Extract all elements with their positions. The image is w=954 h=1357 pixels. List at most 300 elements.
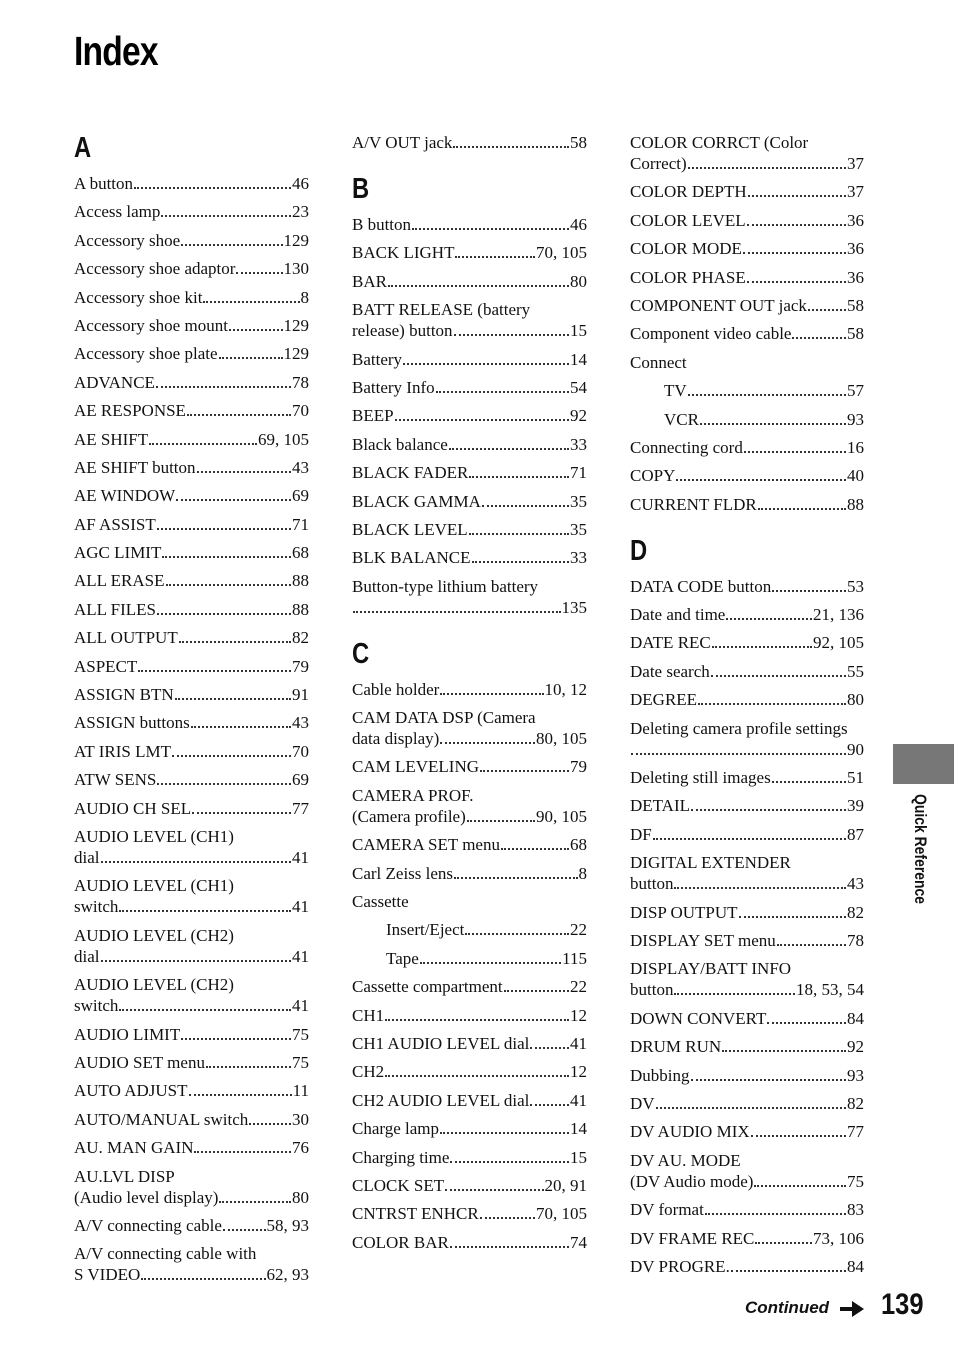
entry-pages: 93 (847, 409, 864, 429)
entry-label: Battery Info (352, 377, 435, 397)
entry-pages: 37 (847, 182, 864, 202)
entry-label: ASSIGN buttons (74, 713, 190, 733)
entry-pages: 68 (292, 543, 309, 563)
dot-leader (698, 703, 846, 705)
entry-label: Accessory shoe (74, 230, 181, 250)
entry-label: TV (664, 381, 687, 401)
entry-label: AE RESPONSE (74, 401, 186, 421)
entry-pages: 70, 105 (536, 243, 587, 263)
dot-leader (711, 675, 846, 677)
index-entry (352, 547, 587, 568)
entry-pages: 43 (847, 874, 864, 894)
index-entry (352, 1232, 587, 1253)
entry-pages: 43 (292, 457, 309, 477)
entry-label: CNTRST ENHCR (352, 1204, 479, 1224)
dot-leader (792, 337, 846, 339)
index-entry (630, 824, 864, 845)
dot-leader (744, 451, 846, 453)
entry-pages: 129 (283, 344, 309, 364)
index-entry (74, 1024, 309, 1045)
entry-label: BLACK GAMMA (352, 491, 481, 511)
dot-leader (465, 933, 569, 935)
index-entry (352, 756, 587, 777)
entry-pages: 22 (570, 977, 587, 997)
entry-line-2 (74, 1264, 309, 1285)
entry-line-2 (352, 320, 587, 341)
dot-leader (229, 329, 283, 331)
entry-label: Deleting still images (630, 768, 771, 788)
entry-label: AT IRIS LMT (74, 741, 171, 761)
entry-pages: 36 (847, 210, 864, 230)
dot-leader (101, 861, 292, 863)
index-entry (352, 1147, 587, 1168)
entry-pages: 71 (292, 514, 309, 534)
index-entry (630, 852, 864, 894)
entry-pages: 88 (292, 571, 309, 591)
entry-label: AUDIO SET menu (74, 1052, 205, 1072)
index-entry (74, 1080, 309, 1101)
dot-leader (450, 1246, 569, 1248)
index-entry (630, 352, 864, 373)
entry-pages: 135 (561, 597, 587, 617)
entry-label: DISPLAY SET menu (630, 930, 776, 950)
index-entry (630, 795, 864, 816)
index-entry (630, 1121, 864, 1142)
entry-label: AU.LVL DISP (74, 1166, 175, 1186)
entry-label: AUTO/MANUAL switch (74, 1109, 249, 1129)
entry-pages: 43 (292, 713, 309, 733)
index-subentry (630, 380, 864, 401)
entry-label: AUDIO LEVEL (CH2) (74, 975, 234, 995)
index-entry (74, 173, 309, 194)
dot-leader (480, 770, 569, 772)
index-entry (630, 295, 864, 316)
entry-label: Carl Zeiss lens (352, 863, 454, 883)
index-entry (352, 1033, 587, 1054)
entry-pages: 74 (570, 1232, 587, 1252)
index-subentry (630, 409, 864, 430)
dot-leader (501, 848, 569, 850)
index-entry (352, 1118, 587, 1139)
entry-label: Button-type lithium battery (352, 576, 539, 596)
entry-pages: 70, 105 (536, 1204, 587, 1224)
entry-pages: 20, 91 (544, 1175, 587, 1195)
dot-leader (758, 508, 846, 510)
dot-leader (223, 1229, 266, 1231)
entry-label: DOWN CONVERT (630, 1008, 767, 1028)
entry-label: CAM DATA DSP (Camera (352, 708, 536, 728)
index-entry (352, 679, 587, 700)
entry-pages: 15 (570, 321, 587, 341)
dot-leader (157, 528, 291, 530)
entry-pages: 10, 12 (544, 679, 587, 699)
entry-label: Accessory shoe adaptor (74, 259, 236, 279)
index-entry (630, 1093, 864, 1114)
index-entry (74, 599, 309, 620)
entry-pages: 80, 105 (536, 729, 587, 749)
dot-leader (436, 391, 569, 393)
index-entry (74, 542, 309, 563)
entry-pages: 69 (292, 770, 309, 790)
entry-pages: 90, 105 (536, 806, 587, 826)
entry-label: Charging time (352, 1147, 450, 1167)
dot-leader (219, 357, 283, 359)
dot-leader (691, 809, 846, 811)
index-entry (630, 689, 864, 710)
index-entry (630, 465, 864, 486)
dot-leader (748, 195, 846, 197)
entry-pages: 88 (847, 494, 864, 514)
dot-leader (101, 960, 292, 962)
entry-pages: 58 (847, 324, 864, 344)
index-entry (630, 1065, 864, 1086)
entry-pages: 76 (292, 1138, 309, 1158)
index-entry (630, 604, 864, 625)
entry-label: AF ASSIST (74, 514, 156, 534)
dot-leader (249, 1123, 291, 1125)
index-entry (630, 767, 864, 788)
index-entry (630, 267, 864, 288)
entry-pages: 88 (292, 599, 309, 619)
index-column-2 (352, 132, 587, 1260)
entry-pages: 41 (292, 946, 309, 966)
entry-pages: 92, 105 (813, 633, 864, 653)
entry-label: DETAIL (630, 796, 691, 816)
entry-label: CH1 AUDIO LEVEL dial (352, 1033, 530, 1053)
entry-label: COPY (630, 466, 676, 486)
entry-pages: 30 (292, 1109, 309, 1129)
entry-pages: 54 (570, 377, 587, 397)
entry-pages: 33 (570, 434, 587, 454)
dot-leader (808, 309, 846, 311)
dot-leader (353, 611, 561, 613)
dot-leader (688, 394, 846, 396)
entry-pages: 87 (847, 824, 864, 844)
entry-pages: 12 (570, 1062, 587, 1082)
entry-label: BACK LIGHT (352, 243, 455, 263)
index-entry (630, 902, 864, 923)
index-subentry (352, 919, 587, 940)
entry-pages: 69, 105 (258, 429, 309, 449)
entry-label: A/V OUT jack (352, 133, 453, 152)
index-entry (74, 875, 309, 917)
dot-leader (138, 670, 291, 672)
index-entry (74, 769, 309, 790)
entry-pages: 129 (283, 230, 309, 250)
index-entry (74, 741, 309, 762)
dot-leader (469, 533, 569, 535)
dot-leader (119, 1009, 291, 1011)
entry-label: DRUM RUN (630, 1037, 722, 1057)
dot-leader (176, 499, 291, 501)
dot-leader (161, 215, 291, 217)
entry-label: DATA CODE button (630, 576, 772, 596)
dot-leader (156, 386, 291, 388)
entry-label-continued: (DV Audio mode) (630, 1171, 754, 1191)
index-entry (352, 1203, 587, 1224)
entry-label-continued: S VIDEO (74, 1265, 141, 1285)
entry-label: ASPECT (74, 656, 138, 676)
entry-label: CAMERA SET menu (352, 835, 500, 855)
index-entry (630, 437, 864, 458)
entry-label: CAMERA PROF. (352, 785, 474, 805)
entry-pages: 15 (570, 1147, 587, 1167)
index-entry (352, 707, 587, 749)
entry-pages: 82 (292, 628, 309, 648)
entry-label: Black balance (352, 434, 448, 454)
index-entry (74, 798, 309, 819)
entry-label: Component video cable (630, 324, 792, 344)
entry-label: Accessory shoe kit (74, 287, 203, 307)
entry-label: COLOR PHASE (630, 267, 746, 287)
entry-pages: 71 (570, 463, 587, 483)
dot-leader (754, 1185, 846, 1187)
entry-pages: 92 (570, 406, 587, 426)
entry-label: COLOR CORRCT (Color (630, 133, 809, 152)
dot-leader (530, 1047, 569, 1049)
entry-label: Access lamp (74, 202, 161, 222)
entry-label: Date and time (630, 605, 726, 625)
dot-leader (175, 698, 291, 700)
entry-pages: 41 (292, 897, 309, 917)
entry-pages: 91 (292, 685, 309, 705)
section-tab (893, 744, 954, 784)
entry-label: Cable holder (352, 679, 440, 699)
entry-line-2 (74, 896, 309, 917)
entry-label: DF (630, 824, 652, 844)
entry-label: VCR (664, 409, 699, 429)
entry-label: Cassette compartment (352, 977, 503, 997)
entry-label: CH2 AUDIO LEVEL dial (352, 1090, 530, 1110)
index-entry (352, 491, 587, 512)
entry-pages: 70 (292, 741, 309, 761)
arrow-right-icon (840, 1300, 864, 1318)
entry-pages: 75 (292, 1052, 309, 1072)
index-entry (630, 1008, 864, 1029)
entry-pages: 11 (292, 1081, 309, 1101)
entry-label: Insert/Eject (386, 920, 465, 940)
section-heading: D (630, 534, 648, 567)
index-subentry (352, 948, 587, 969)
entry-pages: 21, 136 (813, 605, 864, 625)
entry-label: AUDIO LEVEL (CH2) (74, 925, 234, 945)
dot-leader (172, 755, 291, 757)
index-entry (74, 684, 309, 705)
entry-pages: 46 (570, 215, 587, 234)
index-column-1 (74, 132, 309, 1293)
dot-leader (191, 726, 291, 728)
index-entry (630, 1036, 864, 1057)
index-entry (74, 1166, 309, 1208)
entry-label: BAR (352, 271, 387, 291)
section-heading: C (352, 637, 370, 670)
dot-leader (705, 1213, 846, 1215)
dot-leader (700, 423, 846, 425)
dot-leader (653, 838, 846, 840)
dot-leader (747, 224, 846, 226)
entry-pages: 37 (847, 154, 864, 173)
entry-label: ADVANCE (74, 372, 155, 392)
entry-label: CH2 (352, 1062, 385, 1082)
dot-leader (403, 363, 569, 365)
page-title: Index (74, 28, 158, 74)
entry-label: DISPLAY/BATT INFO (630, 959, 792, 979)
entry-label: BATT RELEASE (battery (352, 300, 531, 320)
index-entry (74, 201, 309, 222)
dot-leader (743, 252, 846, 254)
dot-leader (134, 187, 291, 189)
index-entry (352, 299, 587, 341)
entry-pages: 83 (847, 1200, 864, 1220)
dot-leader (726, 618, 812, 620)
dot-leader (467, 820, 535, 822)
dot-leader (236, 272, 282, 274)
dot-leader (420, 962, 561, 964)
index-entry (630, 632, 864, 653)
dot-leader (482, 505, 569, 507)
entry-label: CH1 (352, 1005, 385, 1025)
index-entry (74, 974, 309, 1016)
index-entry (352, 891, 587, 912)
entry-pages: 39 (847, 796, 864, 816)
dot-leader (674, 887, 846, 889)
entry-label: BEEP (352, 406, 394, 426)
entry-label: Accessory shoe mount (74, 315, 228, 335)
entry-label: Connect (630, 352, 687, 372)
entry-label-continued: dial (74, 847, 100, 867)
entry-pages: 8 (300, 287, 309, 307)
dot-leader (445, 1189, 543, 1191)
entry-label: ALL OUTPUT (74, 628, 178, 648)
entry-pages: 90 (847, 739, 864, 759)
index-entry (630, 181, 864, 202)
entry-line-2 (630, 873, 864, 894)
dot-leader (179, 641, 291, 643)
dot-leader (731, 1270, 846, 1272)
dot-leader (181, 1038, 291, 1040)
index-entry (74, 925, 309, 967)
entry-label: A button (74, 174, 134, 193)
entry-label: DV format (630, 1200, 704, 1220)
entry-pages: 129 (283, 315, 309, 335)
entry-pages: 82 (847, 902, 864, 922)
index-entry (74, 287, 309, 308)
entry-label: COLOR BAR (352, 1232, 449, 1252)
index-entry (74, 457, 309, 478)
dot-leader (688, 167, 846, 169)
index-entry (630, 661, 864, 682)
index-entry (74, 1052, 309, 1073)
dot-leader (631, 753, 846, 755)
dot-leader (455, 256, 535, 258)
index-entry (630, 1228, 864, 1249)
section-heading: A (74, 132, 92, 164)
entry-pages: 53 (847, 576, 864, 596)
index-entry (352, 1005, 587, 1026)
entry-pages: 8 (578, 863, 587, 883)
index-entry (630, 132, 864, 174)
entry-label: ATW SENS (74, 770, 157, 790)
entry-pages: 22 (570, 920, 587, 940)
dot-leader (157, 613, 291, 615)
entry-pages: 77 (292, 798, 309, 818)
entry-pages: 68 (570, 835, 587, 855)
entry-label: ALL ERASE (74, 571, 165, 591)
entry-pages: 84 (847, 1256, 864, 1276)
dot-leader (119, 910, 291, 912)
entry-label: DEGREE (630, 690, 698, 710)
entry-pages: 58, 93 (266, 1215, 309, 1235)
section-side-label: Quick Reference (911, 794, 930, 905)
entry-label: Connecting cord (630, 437, 743, 457)
entry-pages: 75 (292, 1024, 309, 1044)
entry-label: CURRENT FLDR (630, 494, 757, 514)
entry-pages: 70 (292, 401, 309, 421)
dot-leader (192, 812, 291, 814)
entry-label: DATE REC (630, 633, 711, 653)
entry-label: BLK BALANCE (352, 548, 471, 568)
entry-label: AUDIO LEVEL (CH1) (74, 826, 234, 846)
entry-line-2 (74, 847, 309, 868)
entry-label: A/V connecting cable with (74, 1244, 257, 1264)
dot-leader (453, 146, 569, 148)
index-entry (74, 1243, 309, 1285)
entry-pages: 55 (847, 661, 864, 681)
index-entry (74, 1137, 309, 1158)
dot-leader (480, 1217, 535, 1219)
entry-pages: 41 (292, 996, 309, 1016)
dot-leader (691, 1079, 847, 1081)
dot-leader (755, 1242, 812, 1244)
index-entry (74, 627, 309, 648)
index-entry (352, 462, 587, 483)
index-entry (630, 210, 864, 231)
dot-leader (440, 693, 543, 695)
index-entry (630, 323, 864, 344)
index-entry (352, 405, 587, 426)
entry-pages: 35 (570, 519, 587, 539)
entry-label: Tape (386, 948, 419, 968)
dot-leader (739, 916, 846, 918)
entry-pages: 84 (847, 1008, 864, 1028)
index-entry (74, 712, 309, 733)
entry-label: COLOR LEVEL (630, 210, 746, 230)
entry-label: DV AUDIO MIX (630, 1122, 750, 1142)
dot-leader (449, 448, 569, 450)
entry-label-continued: (Camera profile) (352, 806, 466, 826)
dot-leader (772, 781, 846, 783)
dot-leader (530, 1104, 569, 1106)
index-entry (630, 494, 864, 515)
entry-label: DV (630, 1093, 655, 1113)
index-entry (74, 315, 309, 336)
dot-leader (206, 1066, 291, 1068)
entry-line-2 (352, 806, 587, 827)
entry-pages: 78 (292, 372, 309, 392)
entry-pages: 58 (847, 295, 864, 315)
dot-leader (189, 1094, 292, 1096)
entry-label: DV AU. MODE (630, 1150, 741, 1170)
entry-label: ASSIGN BTN (74, 685, 174, 705)
entry-label: Deleting camera profile settings (630, 718, 848, 738)
dot-leader (676, 479, 846, 481)
index-entry (630, 576, 864, 597)
index-entry (630, 1199, 864, 1220)
dot-leader (712, 646, 812, 648)
dot-leader (157, 783, 291, 785)
index-entry (74, 514, 309, 535)
entry-pages: 92 (847, 1037, 864, 1057)
